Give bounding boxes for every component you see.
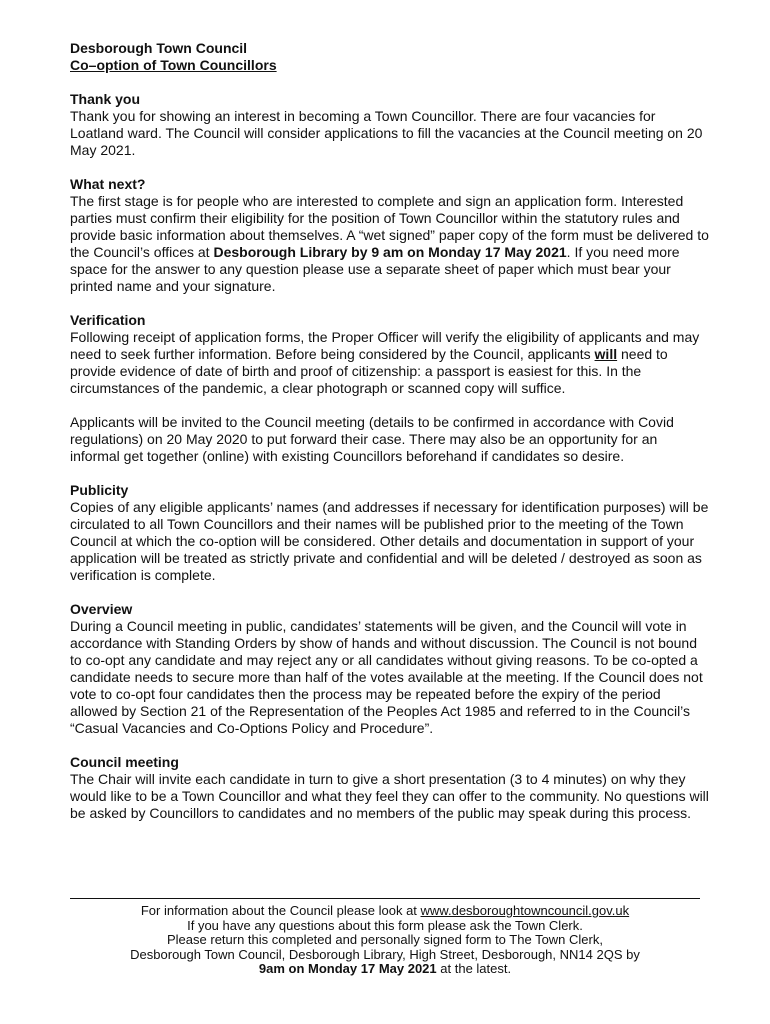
section-text: Copies of any eligible applicants’ names (and addresses if necessary for identification purposes) will be circulated to all Town Councillors and their names will be published prior to the meeting of the Town Council at which the co-option will be considered. Other details and documentation in support of your application will be treated as strictly private and confidential and will be deleted / destroyed as soon as verification is complete. [70, 499, 709, 583]
section-text: The Chair will invite each candidate in turn to give a short presentation (3 to 4 minutes) on why they would like to be a Town Councillor and what they feel they can offer to the community. No questions will be asked by Councillors to candidates and no members of the public may speak during this process. [70, 771, 709, 821]
section-heading: Thank you [70, 91, 141, 107]
section-what-next [70, 176, 710, 295]
section-heading: Publicity [70, 482, 129, 498]
text-segment: Following receipt of application forms, the Proper Officer will verify the eligibility of applicants and may need to seek further information. Before being considered by the Council, applicants [70, 329, 700, 362]
footer-line: If you have any questions about this form please ask the Town Clerk. [187, 917, 583, 933]
footer-deadline: 9am on Monday 17 May 2021 [258, 961, 437, 976]
section-text: Thank you for showing an interest in becoming a Town Councillor. There are four vacancies for Loatland ward. The Council will consider applications to fill the vacancies at the Council meeting on 20 May 2021. [70, 108, 703, 158]
footer [70, 904, 700, 977]
organization-name: Desborough Town Council [70, 40, 248, 56]
section-verification [70, 312, 710, 465]
section-heading: What next? [70, 176, 146, 192]
footer-line [70, 962, 700, 977]
section-council-meeting [70, 754, 710, 822]
section-thank-you [70, 91, 710, 159]
footer-line [70, 904, 700, 919]
footer-line: Desborough Town Council, Desborough Library, High Street, Desborough, NN14 2QS by [130, 946, 640, 962]
section-heading: Council meeting [70, 754, 179, 770]
footer-divider [70, 898, 700, 899]
document-title: Co–option of Town Councillors [70, 57, 277, 73]
section-heading: Verification [70, 312, 146, 328]
section-overview [70, 601, 710, 737]
section-text: During a Council meeting in public, candidates’ statements will be given, and the Council will vote in accordance with Standing Orders by show of hands and without discussion. The Council is not bound to co-opt any candidate and may reject any or all candidates without giving reasons. To be co-opted a candidate needs to secure more than half of the votes available at the meeting. If the Council does not vote to co-opt four candidates then the process may be repeated before the expiry of the period allowed by Section 21 of the Representation of the Peoples Act 1985 and referred to in the Council’s “Casual Vacancies and Co-Options Policy and Procedure”. [70, 618, 703, 736]
council-website-link[interactable]: www.desboroughtowncouncil.gov.uk [420, 903, 630, 918]
text-segment: . If you need more space for the answer to any question please use a separate sheet of paper which must bear your printed name and your signature. [70, 244, 680, 294]
section-text [70, 329, 710, 397]
section-text [70, 193, 710, 295]
footer-line: Please return this completed and personally signed form to The Town Clerk, [167, 932, 603, 947]
footer-text: at the latest. [436, 961, 512, 976]
emphasis-text: will [594, 346, 618, 362]
deadline-text: Desborough Library by 9 am on Monday 17 May 2021 [213, 244, 567, 260]
section-text: Applicants will be invited to the Council meeting (details to be confirmed in accordance with Covid regulations) on 20 May 2020 to put forward their case. There may also be an opportunity for an informal get together (online) with existing Councillors beforehand if candidates so desire. [70, 414, 674, 464]
section-publicity [70, 482, 710, 584]
document-body [70, 40, 710, 822]
text-segment: need to provide evidence of date of birth and proof of citizenship: a passport is easiest for this. In the circumstances of the pandemic, a clear photograph or scanned copy will suffice. [70, 346, 668, 396]
section-heading: Overview [70, 601, 133, 617]
footer-text: For information about the Council please look at [140, 903, 421, 918]
text-segment: The first stage is for people who are interested to complete and sign an application form. Interested parties must confirm their eligibility for the position of Town Councillor within the statutory rules and provide basic information about themselves. A “wet signed” paper copy of the form must be delivered to the Council’s offices at [70, 193, 709, 260]
